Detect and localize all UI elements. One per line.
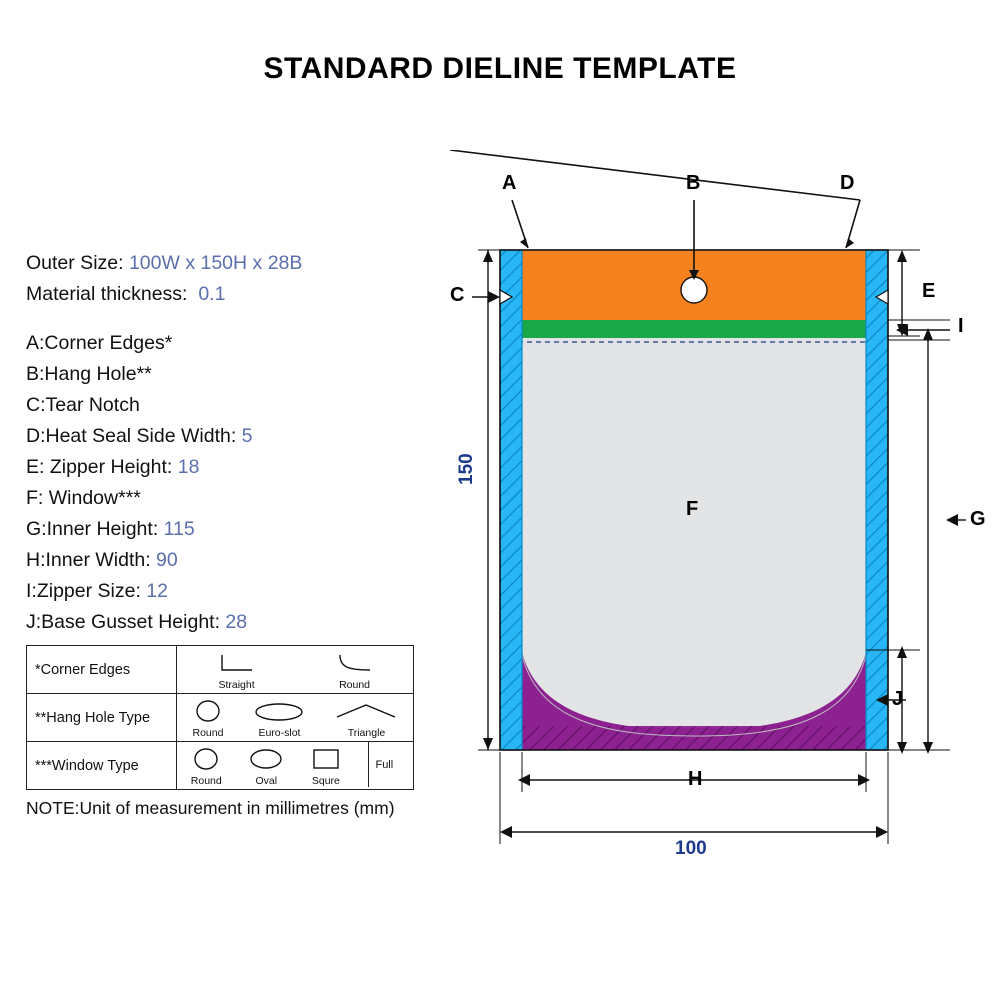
legend-option-round[interactable]: Round (338, 646, 372, 691)
callout-i: I (958, 315, 964, 337)
euro-slot-icon (254, 694, 304, 728)
callout-b: B (686, 172, 701, 194)
callout-e: E (922, 280, 936, 302)
spec-material-thickness: Material thickness: 0.1 (26, 283, 226, 305)
specification-list (26, 248, 456, 638)
callout-h: H (688, 768, 703, 790)
spec-item-b: B:Hang Hole** (26, 363, 152, 385)
dimension-width: 100 (675, 838, 707, 859)
dimension-height: 150 (456, 453, 477, 485)
triangle-hole-icon (335, 694, 397, 728)
spec-item-j: J:Base Gusset Height: 28 (26, 611, 248, 633)
straight-corner-icon (220, 646, 254, 680)
spec-item-e: E: Zipper Height: 18 (26, 456, 200, 478)
legend-option-square-window[interactable]: Squre (311, 742, 341, 787)
callout-g: G (970, 508, 986, 530)
measurement-note: NOTE:Unit of measurement in millimetres (mm) (26, 798, 395, 818)
dieline-drawing (450, 150, 1000, 880)
oval-window-icon (249, 742, 283, 776)
legend-table (26, 645, 414, 790)
spec-item-d: D:Heat Seal Side Width: 5 (26, 425, 253, 447)
legend-option-round-window[interactable]: Round (191, 742, 222, 787)
legend-option-round-hole[interactable]: Round (193, 694, 224, 739)
callout-f: F (686, 498, 699, 520)
spec-item-c: C:Tear Notch (26, 394, 140, 416)
round-corner-icon (338, 646, 372, 680)
page-title: STANDARD DIELINE TEMPLATE (263, 52, 737, 85)
round-hole-icon (195, 694, 221, 728)
legend-row-corner-edges (27, 646, 413, 694)
legend-option-triangle[interactable]: Triangle (335, 694, 397, 739)
legend-option-euro-slot[interactable]: Euro-slot (254, 694, 304, 739)
legend-row-hang-hole (27, 694, 413, 742)
legend-label-window-type: ***Window Type (27, 742, 177, 789)
legend-row-window-type (27, 742, 413, 789)
callout-d: D (840, 172, 855, 194)
round-window-icon (193, 742, 219, 776)
callout-c: C (450, 284, 465, 306)
spec-outer-size: Outer Size: 100W x 150H x 28B (26, 252, 303, 274)
legend-label-corner-edges: *Corner Edges (27, 646, 177, 693)
spec-item-f: F: Window*** (26, 487, 141, 509)
dieline-svg (450, 150, 1000, 880)
legend-option-oval-window[interactable]: Oval (249, 742, 283, 787)
square-window-icon (311, 742, 341, 776)
legend-option-straight[interactable]: Straight (218, 646, 254, 691)
legend-label-hang-hole: **Hang Hole Type (27, 694, 177, 741)
callout-a: A (502, 172, 517, 194)
callout-j: J (892, 688, 904, 710)
spec-item-h: H:Inner Width: 90 (26, 549, 178, 571)
spec-item-g: G:Inner Height: 115 (26, 518, 195, 540)
spec-item-a: A:Corner Edges* (26, 332, 173, 354)
legend-option-full-window[interactable]: Full (368, 742, 399, 787)
spec-item-i: I:Zipper Size: 12 (26, 580, 168, 602)
